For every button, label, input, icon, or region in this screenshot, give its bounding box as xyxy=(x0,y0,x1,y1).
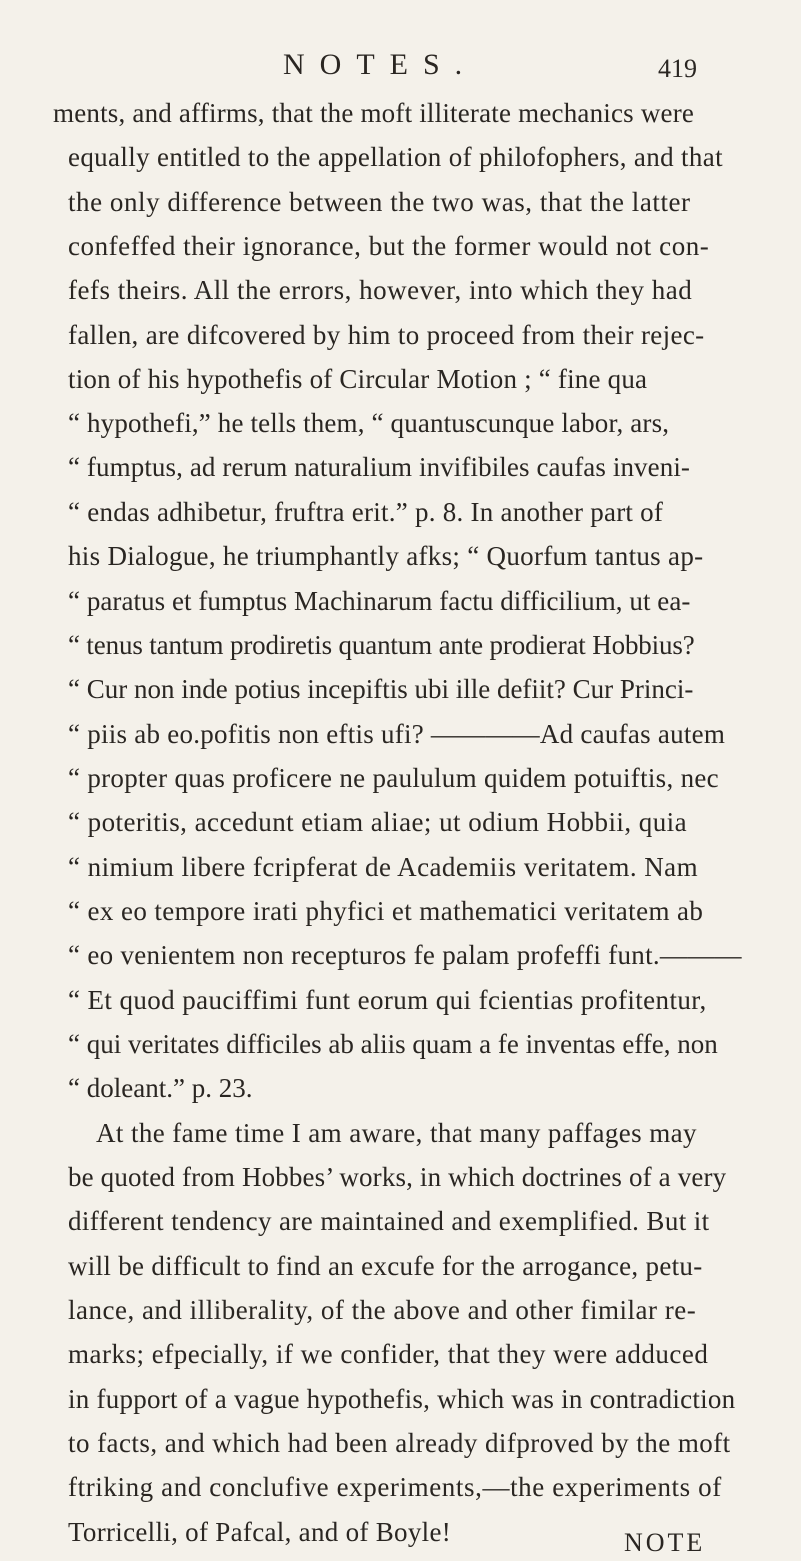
text-line: “ poteritis, accedunt etiam aliae; ut odium Hobbii, quia xyxy=(68,807,688,837)
page-header xyxy=(0,48,801,88)
text-line: “ endas adhibetur, fruftra erit.” p. 8. In another part of xyxy=(68,497,664,527)
text-line: “ tenus tantum prodiretis quantum ante prodierat Hobbius? xyxy=(68,630,695,660)
text-line: equally entitled to the appellation of philofophers, and that xyxy=(68,142,723,172)
text-line: the only difference between the two was, that the latter xyxy=(68,187,691,217)
text-line: “ ex eo tempore irati phyfici et mathematici veritatem ab xyxy=(68,896,704,926)
text-line: be quoted from Hobbes’ works, in which doctrines of a very xyxy=(68,1162,727,1192)
text-line: “ Cur non inde potius incepiftis ubi ille defiit? Cur Princi- xyxy=(68,674,694,704)
text-line: fefs theirs. All the errors, however, into which they had xyxy=(68,275,693,305)
text-line: in fupport of a vague hypothefis, which was in contradiction xyxy=(68,1384,736,1414)
text-line: “ propter quas proficere ne paululum quidem potuiftis, nec xyxy=(68,763,719,793)
text-line: ments, and affirms, that the moft illiterate mechanics were xyxy=(53,98,695,128)
text-line: “ doleant.” p. 23. xyxy=(68,1073,253,1103)
text-line: “ hypothefi,” he tells them, “ quantuscunque labor, ars, xyxy=(68,408,670,438)
text-line: “ fumptus, ad rerum naturalium invifibiles caufas inveni- xyxy=(68,452,691,482)
page-number: 419 xyxy=(658,54,697,83)
text-line: tion of his hypothefis of Circular Motion ; “ fine qua xyxy=(68,364,648,394)
text-line: lance, and illiberality, of the above and other fimilar re- xyxy=(68,1295,697,1325)
text-line: different tendency are maintained and exemplified. But it xyxy=(68,1206,710,1236)
text-line: Torricelli, of Pafcal, and of Boyle! xyxy=(68,1517,452,1547)
text-line: his Dialogue, he triumphantly afks; “ Quorfum tantus ap- xyxy=(68,541,704,571)
text-line: fallen, are difcovered by him to proceed from their rejec- xyxy=(68,320,705,350)
text-line: “ qui veritates difficiles ab aliis quam a fe inventas effe, non xyxy=(68,1029,718,1059)
text-line: “ Et quod pauciffimi funt eorum qui fcientias profitentur, xyxy=(68,985,707,1015)
text-line: marks; efpecially, if we confider, that they were adduced xyxy=(68,1339,709,1369)
catchword: NOTE xyxy=(624,1528,706,1557)
text-line: At the fame time I am aware, that many paffages may xyxy=(96,1118,697,1148)
text-line: “ paratus et fumptus Machinarum factu difficilium, ut ea- xyxy=(68,586,691,616)
text-line: “ piis ab eo.pofitis non eftis ufi? ————Ad caufas autem xyxy=(68,719,726,749)
text-line: confeffed their ignorance, but the former would not con- xyxy=(68,231,710,261)
running-head: NOTES. xyxy=(283,48,478,81)
text-line: to facts, and which had been already difproved by the moft xyxy=(68,1428,731,1458)
text-line: “ eo venientem non recepturos fe palam profeffi funt.——— xyxy=(68,940,742,970)
text-line: ftriking and conclufive experiments,—the experiments of xyxy=(68,1472,722,1502)
text-line: will be difficult to find an excufe for the arrogance, petu- xyxy=(68,1251,703,1281)
text-line: “ nimium libere fcripferat de Academiis veritatem. Nam xyxy=(68,852,699,882)
